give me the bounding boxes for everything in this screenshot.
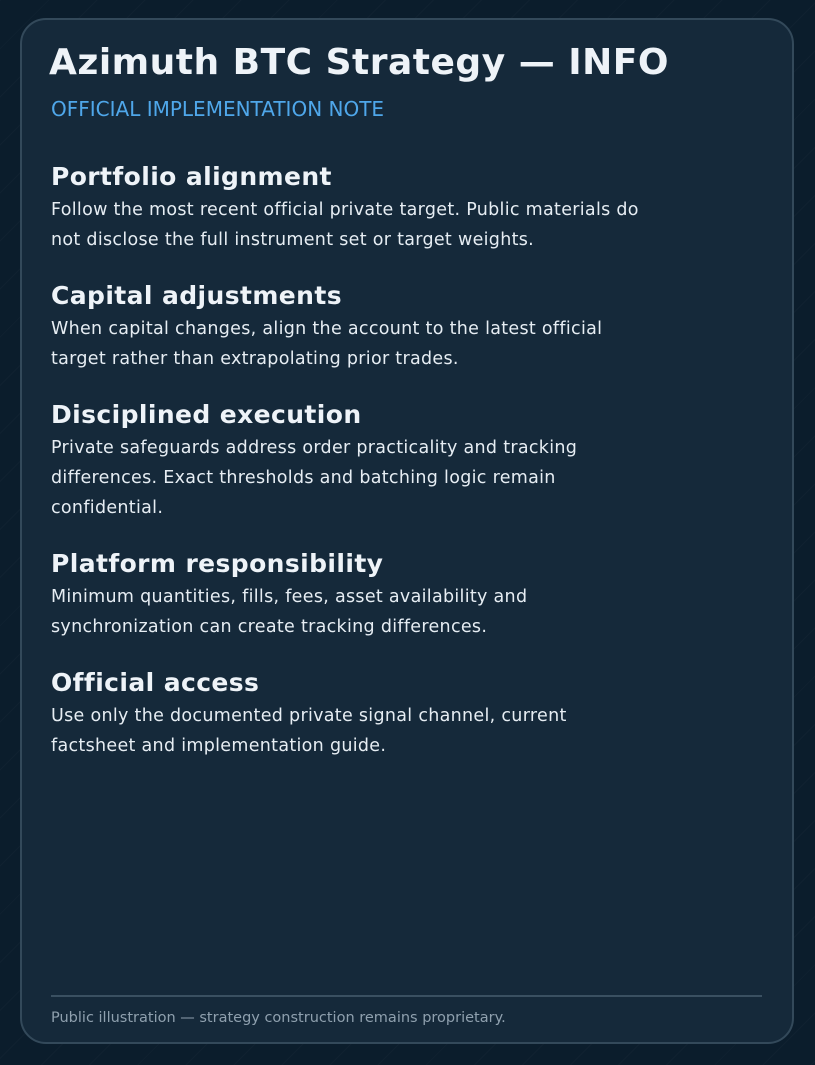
section-heading: Official access: [51, 668, 260, 697]
section-heading: Platform responsibility: [51, 549, 384, 578]
page-subtitle: OFFICIAL IMPLEMENTATION NOTE: [51, 97, 385, 121]
section-body: When capital changes, align the account to the latest official target rather than extrapolating prior trades.: [51, 319, 603, 369]
section-disciplined-execution: [51, 397, 651, 523]
section-heading: Disciplined execution: [51, 400, 362, 429]
section-body: Private safeguards address order practicality and tracking differences. Exact thresholds and batching logic remain confidential.: [51, 438, 578, 518]
section-platform-responsibility: [51, 546, 651, 642]
section-official-access: [51, 665, 651, 761]
sections-list: [51, 159, 651, 784]
footer-divider: [51, 995, 762, 997]
page-title: Azimuth BTC Strategy — INFO: [49, 42, 669, 83]
footer-note: Public illustration — strategy construction remains proprietary.: [51, 1010, 506, 1026]
section-body: Use only the documented private signal channel, current factsheet and implementation guide.: [51, 706, 567, 756]
section-body: Follow the most recent official private target. Public materials do not disclose the full instrument set or target weights.: [51, 200, 639, 250]
section-heading: Portfolio alignment: [51, 162, 332, 191]
section-portfolio-alignment: [51, 159, 651, 255]
section-heading: Capital adjustments: [51, 281, 342, 310]
section-body: Minimum quantities, fills, fees, asset availability and synchronization can create tracking differences.: [51, 587, 528, 637]
section-capital-adjustments: [51, 278, 651, 374]
info-card: [20, 18, 794, 1044]
